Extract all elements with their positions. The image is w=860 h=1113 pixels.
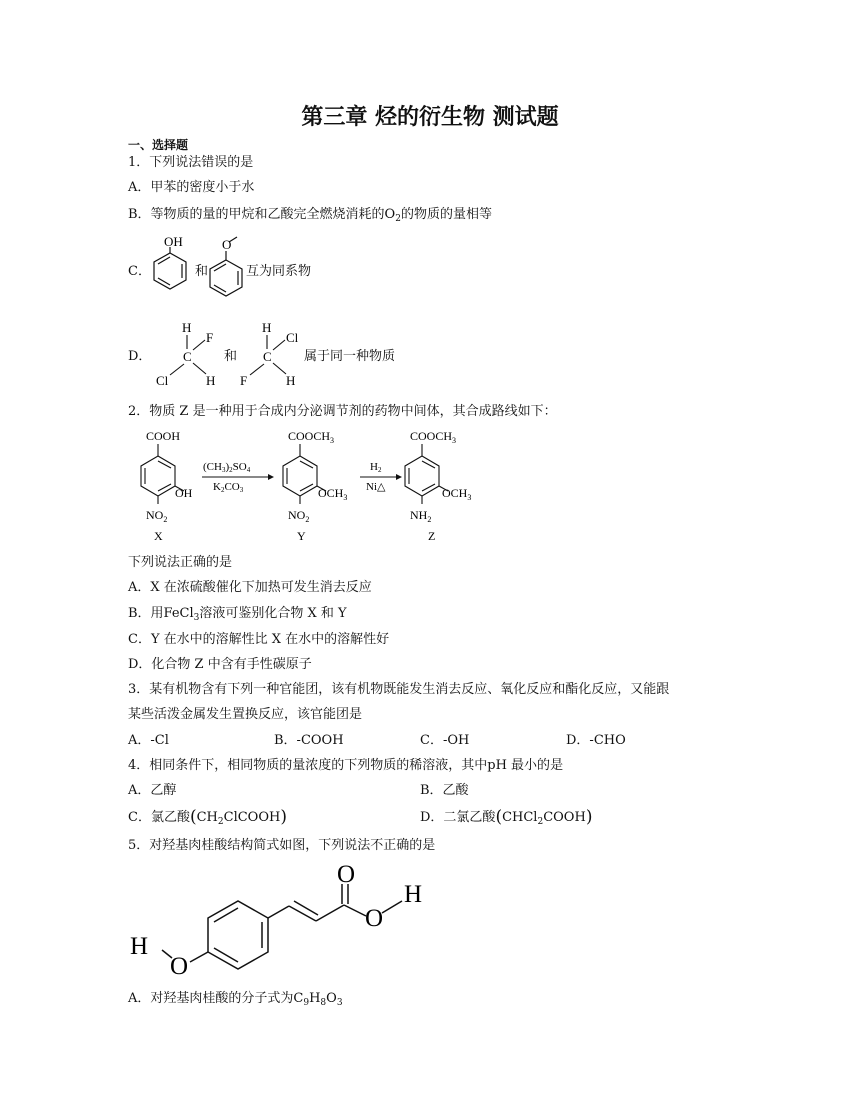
compound-x-label: X	[154, 529, 163, 543]
q3-option-c: C．-OH	[420, 733, 470, 748]
q3-stem-line2: 某些活泼金属发生置换反应，该官能团是	[128, 707, 363, 722]
q3-stem-line1: 3．某有机物含有下列一种官能团，该有机物既能发生消去反应、氧化反应和酯化反应，又能跟	[128, 682, 670, 697]
arrow-1	[202, 461, 274, 494]
phenol-h-label: H	[130, 933, 149, 960]
hydroxyl-h-label: H	[404, 881, 423, 908]
q5-structure	[126, 858, 436, 983]
svg-text:OCH3: $OCH_3$	[318, 486, 348, 502]
q5-stem: 5．对羟基肉桂酸结构简式如图，下列说法不正确的是	[128, 838, 436, 853]
hydroxyl-o-label: O	[365, 905, 384, 932]
page-title: 第三章 烃的衍生物 测试题	[301, 105, 559, 130]
methane-structure-1	[156, 320, 215, 388]
compound-z-label: Z	[428, 529, 436, 543]
svg-text:Cl: Cl	[156, 373, 169, 388]
svg-text:C: C	[183, 349, 192, 364]
compound-z	[405, 429, 471, 543]
q1-option-c-text: 互为同系物	[246, 264, 312, 279]
q1-option-d-text: 属于同一种物质	[304, 349, 396, 364]
svg-text:H: H	[262, 320, 272, 335]
q2-synthesis-route	[118, 424, 498, 546]
svg-text:OCH3: $OCH_3$	[442, 486, 472, 502]
q2-prompt: 下列说法正确的是	[128, 555, 233, 570]
q3-option-a: A．-Cl	[128, 733, 169, 748]
svg-text:H: H	[286, 373, 296, 388]
svg-text:F: F	[206, 330, 214, 345]
q4-option-a: A．乙醇	[128, 783, 177, 798]
q3-option-b: B．-COOH	[274, 733, 344, 748]
q4-stem: 4．相同条件下，相同物质的量浓度的下列物质的稀溶液，其中pH 最小的是	[128, 758, 564, 773]
arrow-1-base: K2CO3	[213, 481, 244, 494]
q2-stem: 2．物质 Z 是一种用于合成内分泌调节剂的药物中间体，其合成路线如下：	[128, 404, 557, 419]
svg-text:NO2: $NO_2$	[288, 508, 310, 524]
arrow-2-reagent: H2	[370, 461, 382, 474]
q1-option-c-label: C．	[128, 264, 151, 279]
svg-text:COOCH3: $COOCH_3$	[288, 429, 335, 445]
q2-option-c: C．Y 在水中的溶解性比 X 在水中的溶解性好	[128, 632, 390, 647]
q5-option-a: A．对羟基肉桂酸的分子式为$C_9H_8O_3$	[128, 991, 343, 1008]
phenol-structure	[154, 247, 186, 289]
svg-text:H: H	[182, 320, 192, 335]
q1-option-b: B．等物质的量的甲烷和乙酸完全燃烧消耗的$O_2$的物质的量相等	[128, 207, 492, 224]
q2-option-d: D．化合物 Z 中含有手性碳原子	[128, 657, 312, 672]
svg-text:NH2: $NH_2$	[410, 508, 432, 524]
phenol-o-label: O	[170, 953, 189, 980]
svg-text:OH: OH	[175, 486, 193, 500]
svg-text:COOH: COOH	[146, 429, 181, 443]
q4-option-c: C．氯乙酸$(CH_2ClCOOH)$	[128, 807, 287, 827]
compound-x	[141, 429, 193, 543]
q1-option-d-and: 和	[224, 349, 238, 364]
q1-option-d-label: D．	[128, 349, 152, 364]
q4-option-d: D．二氯乙酸(CHCl$_2$COOH)	[420, 807, 593, 827]
svg-text:Cl: Cl	[286, 330, 299, 345]
svg-text:NO2: $NO_2$	[146, 508, 168, 524]
arrow-2-catalyst: Ni△	[366, 481, 386, 493]
svg-text:COOCH3: $COOCH_3$	[410, 429, 457, 445]
anisole-o-label: O	[222, 237, 232, 252]
compound-y-label: Y	[297, 529, 306, 543]
section-title: 一、选择题	[128, 138, 189, 152]
svg-text:H: H	[206, 373, 216, 388]
q1-option-a: A．甲苯的密度小于水	[128, 180, 255, 195]
q2-option-b: B．用FeCl$_3$溶液可鉴别化合物 X 和 Y	[128, 606, 347, 623]
arrow-2	[360, 461, 402, 493]
arrow-1-reagent: (CH3)2SO4	[203, 461, 251, 474]
compound-y	[283, 429, 347, 543]
q3-option-d: D．-CHO	[566, 733, 626, 748]
phenol-oh-label: OH	[164, 234, 183, 249]
q1-option-c-and: 和	[195, 264, 209, 279]
svg-text:C: C	[263, 349, 272, 364]
q4-option-b: B．乙酸	[420, 783, 469, 798]
methane-structure-2	[240, 320, 299, 388]
q1-stem: 1．下列说法错误的是	[128, 155, 254, 170]
svg-text:F: F	[240, 373, 248, 388]
q2-option-a: A．X 在浓硫酸催化下加热可发生消去反应	[128, 580, 372, 595]
carbonyl-o-label: O	[337, 861, 356, 888]
